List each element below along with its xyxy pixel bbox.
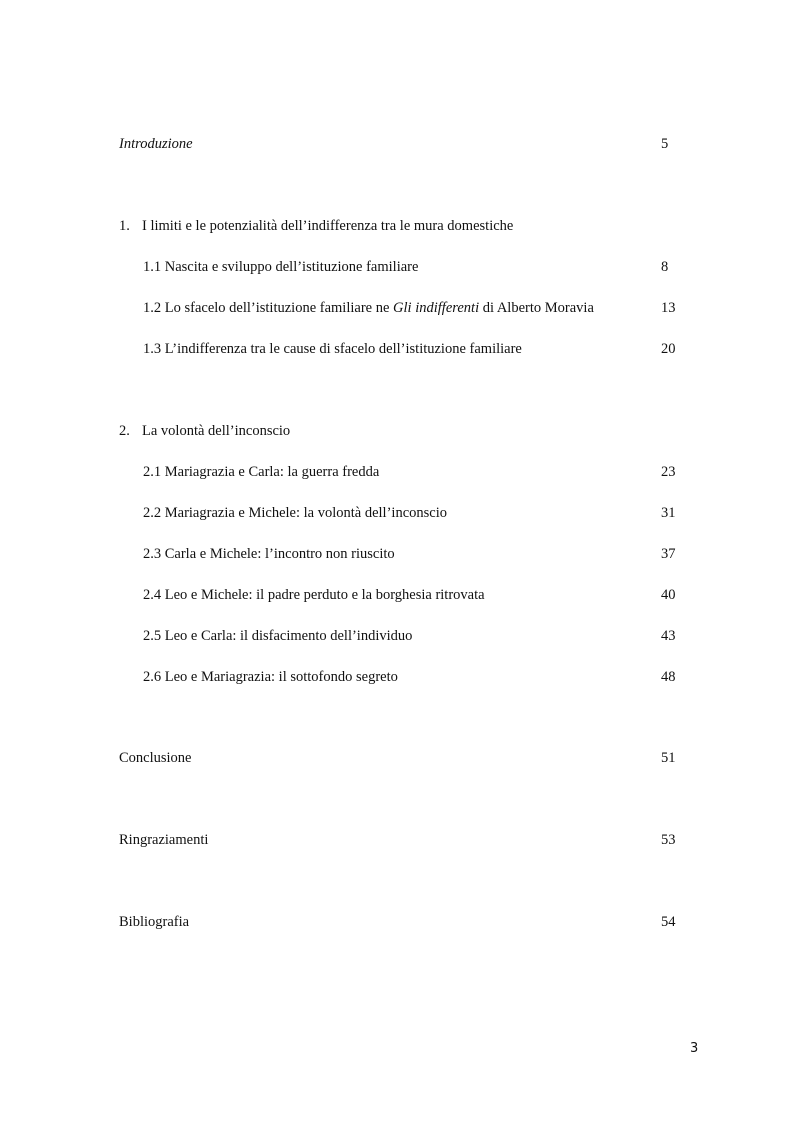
- page-number: 3: [690, 1041, 699, 1056]
- toc-entry-title: 1.3 L’indifferenza tra le cause di sfacelo dell’istituzione familiare: [143, 341, 522, 357]
- toc-entry-page: 8: [661, 259, 669, 275]
- toc-entry-conclusione[interactable]: [0, 748, 794, 768]
- toc-entry-introduzione[interactable]: [0, 134, 794, 154]
- toc-entry-bibliografia[interactable]: [0, 912, 794, 932]
- toc-section-1-2[interactable]: [0, 298, 794, 318]
- chapter-number: 1.: [119, 218, 130, 234]
- toc-entry-page: 20: [661, 341, 676, 357]
- toc-entry-title: Conclusione: [119, 750, 192, 766]
- toc-entry-title: 2.5 Leo e Carla: il disfacimento dell’individuo: [143, 628, 413, 644]
- title-part: 1.2 Lo sfacelo dell’istituzione familiare ne: [143, 300, 394, 316]
- toc-entry-page: 54: [661, 914, 676, 930]
- book-title: Gli indifferenti: [393, 300, 480, 316]
- toc-section-2-4[interactable]: [0, 585, 794, 605]
- toc-section-2-1[interactable]: [0, 462, 794, 482]
- chapter-title: I limiti e le potenzialità dell’indifferenza tra le mura domestiche: [142, 218, 514, 234]
- toc-entry-page: 51: [661, 750, 676, 766]
- toc-entry-title: 2.3 Carla e Michele: l’incontro non riuscito: [143, 546, 395, 562]
- toc-entry-page: 40: [661, 587, 676, 603]
- toc-entry-title: 1.1 Nascita e sviluppo dell’istituzione familiare: [143, 259, 419, 275]
- toc-entry-page: 53: [661, 832, 676, 848]
- toc-chapter-1[interactable]: [0, 216, 794, 236]
- toc-entry-title: 2.1 Mariagrazia e Carla: la guerra fredda: [143, 464, 380, 480]
- toc-entry-page: 23: [661, 464, 676, 480]
- chapter-number: 2.: [119, 423, 130, 439]
- title-part: di Alberto Moravia: [479, 300, 594, 316]
- toc-entry-title: Introduzione: [119, 136, 193, 152]
- toc-entry-page: 43: [661, 628, 676, 644]
- toc-entry-page: 31: [661, 505, 676, 521]
- toc-section-2-6[interactable]: [0, 667, 794, 687]
- toc-section-1-1[interactable]: [0, 257, 794, 277]
- toc-entry-title: 2.2 Mariagrazia e Michele: la volontà dell’inconscio: [143, 505, 447, 521]
- toc-section-1-3[interactable]: [0, 339, 794, 359]
- chapter-title: La volontà dell’inconscio: [142, 423, 291, 439]
- toc-entry-title: 2.6 Leo e Mariagrazia: il sottofondo segreto: [143, 669, 398, 685]
- toc-entry-title: [143, 298, 594, 318]
- toc-entry-page: 13: [661, 300, 676, 316]
- toc-entry-title: 2.4 Leo e Michele: il padre perduto e la borghesia ritrovata: [143, 587, 485, 603]
- toc-section-2-2[interactable]: [0, 503, 794, 523]
- toc-section-2-3[interactable]: [0, 544, 794, 564]
- toc-entry-page: 48: [661, 669, 676, 685]
- toc-entry-page: 37: [661, 546, 676, 562]
- toc-entry-ringraziamenti[interactable]: [0, 830, 794, 850]
- toc-chapter-2[interactable]: [0, 421, 794, 441]
- toc-entry-title: Ringraziamenti: [119, 832, 209, 848]
- toc-section-2-5[interactable]: [0, 626, 794, 646]
- toc-entry-page: 5: [661, 136, 669, 152]
- toc-entry-title: Bibliografia: [119, 914, 190, 930]
